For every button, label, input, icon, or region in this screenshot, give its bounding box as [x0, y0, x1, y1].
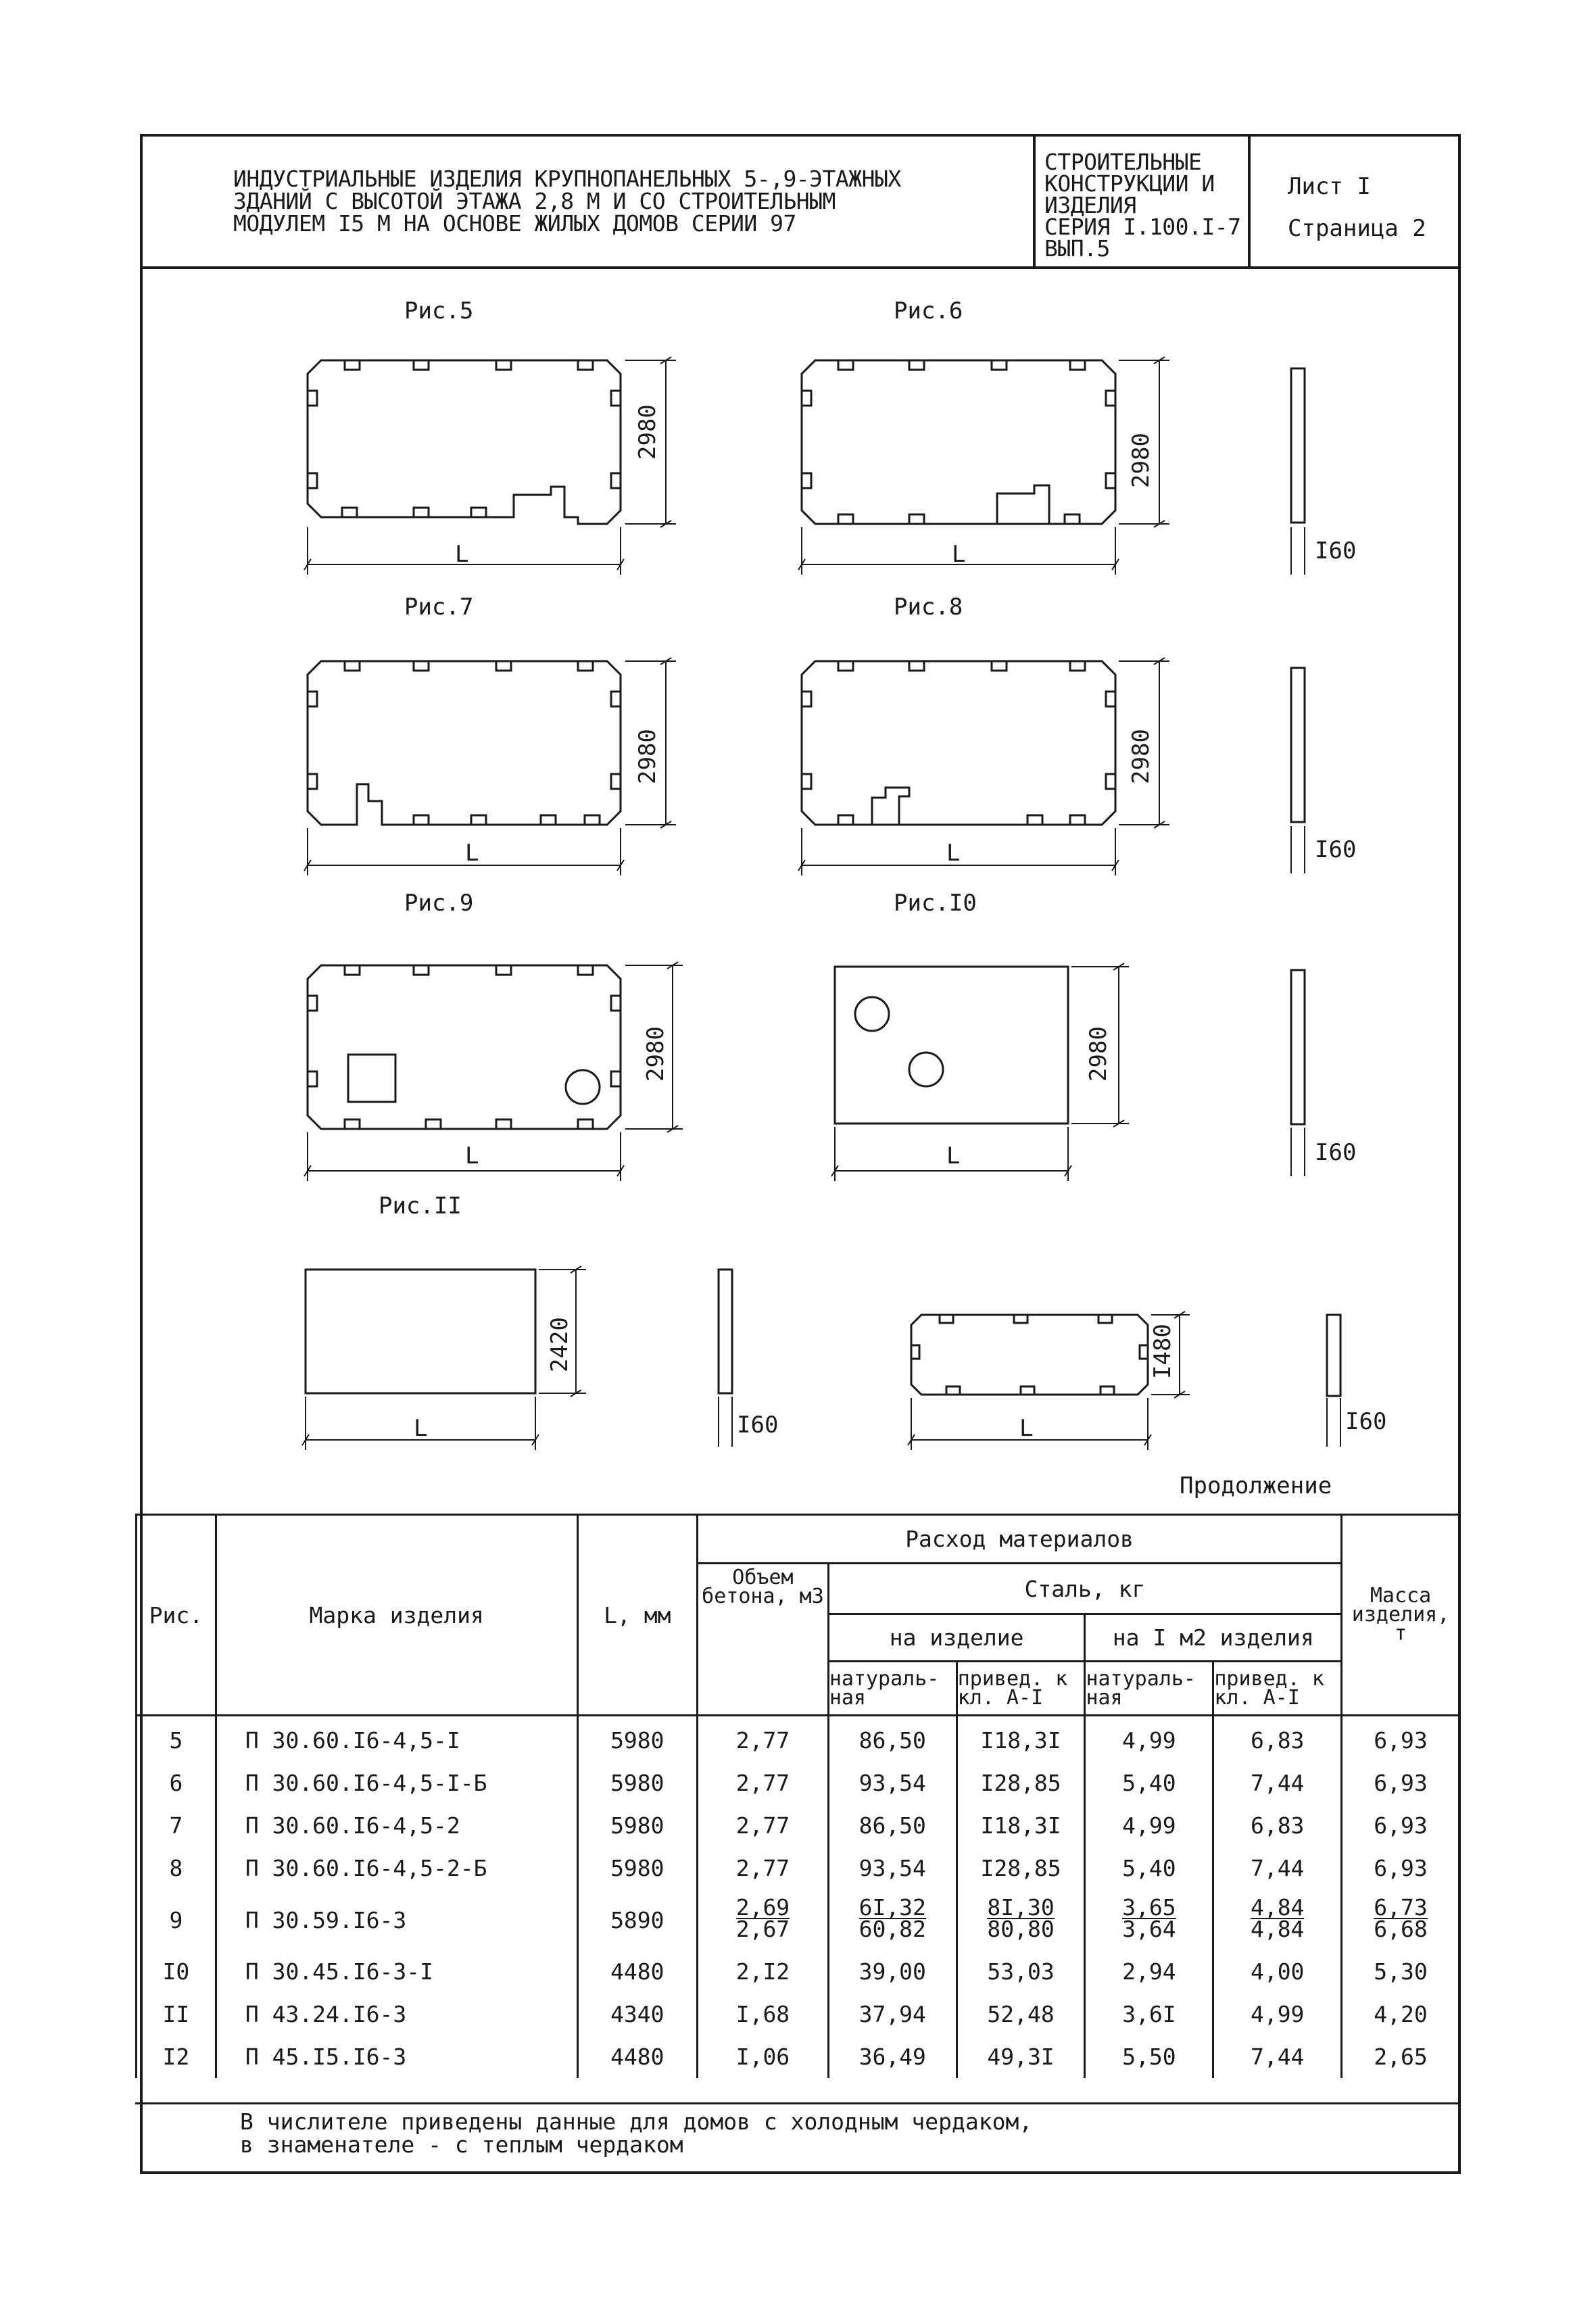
- col-mark: Марка изделия: [216, 1515, 577, 1716]
- fraction-value: [1122, 1894, 1176, 1942]
- cell-mass: 6,93: [1342, 1716, 1460, 1762]
- cell-concrete: 2,77: [698, 1716, 829, 1762]
- materials-table: [135, 1514, 1461, 2078]
- page-number: Страница 2: [1288, 215, 1426, 242]
- figure-6-notch: [997, 485, 1049, 524]
- footnote-line-1: В числителе приведены данные для домов с холодным чердаком,: [240, 2108, 1033, 2135]
- figure-6-label: Рис.6: [894, 297, 963, 324]
- cell-reduced-m2: 4,99: [1213, 1993, 1342, 2035]
- cell-concrete: 2,I2: [698, 1950, 829, 1993]
- cell-reduced-m2: 7,44: [1213, 1847, 1342, 1889]
- dim-height-fig5: 2980: [634, 404, 661, 460]
- profile-fig9-10: [1291, 970, 1305, 1124]
- dim-height-fig6: 2980: [1128, 433, 1155, 488]
- dimension-lines: [302, 357, 1340, 1450]
- table-row: [137, 1847, 1460, 1889]
- fraction-value: [859, 1894, 926, 1942]
- figure-5-label: Рис.5: [404, 297, 474, 324]
- title-line-2: ЗДАНИЙ С ВЫСОТОЙ ЭТАЖА 2,8 М И СО СТРОИТЕЛЬНЫМ: [233, 188, 836, 214]
- cell-natural-item: 86,50: [828, 1804, 957, 1847]
- dim-height-fig8: 2980: [1128, 729, 1155, 784]
- cell-mass: 6,93: [1342, 1847, 1460, 1889]
- col-materials: Расход материалов: [698, 1515, 1342, 1564]
- cell-reduced-item: 53,03: [957, 1950, 1085, 1993]
- figure-8-outline: [802, 661, 1115, 825]
- dim-thickness-fig5-6: I60: [1315, 537, 1357, 564]
- figure-7-outline: [308, 661, 621, 825]
- cell-reduced-m2: [1213, 1889, 1342, 1950]
- cell-natural-m2: 4,99: [1085, 1716, 1213, 1762]
- cell-natural-item: 37,94: [828, 1993, 957, 2035]
- table-row: [137, 1762, 1460, 1804]
- cell-mark: П 43.24.I6-3: [216, 1993, 577, 2035]
- series-line-3: ИЗДЕЛИЯ: [1044, 192, 1136, 218]
- fraction-denominator: 6,68: [1374, 1916, 1428, 1942]
- continuation-label: Продолжение: [1180, 1472, 1332, 1499]
- figure-6-slots: [802, 360, 1115, 524]
- fraction-numerator: 8I,30: [987, 1894, 1055, 1921]
- dim-height-fig9: 2980: [642, 1026, 669, 1082]
- series-line-1: СТРОИТЕЛЬНЫЕ: [1044, 149, 1202, 175]
- col-natural-item: натураль- ная: [828, 1662, 957, 1716]
- cell-reduced-m2: 6,83: [1213, 1804, 1342, 1847]
- cell-length: 4480: [577, 1950, 698, 1993]
- cell-reduced-m2: 7,44: [1213, 1762, 1342, 1804]
- dim-length-fig8: L: [946, 840, 961, 867]
- cell-natural-m2: 3,6I: [1085, 1993, 1213, 2035]
- cell-fig: 5: [137, 1716, 216, 1762]
- fraction-numerator: 4,84: [1250, 1894, 1305, 1921]
- dim-length-fig6: L: [952, 541, 966, 568]
- cell-fig: I0: [137, 1950, 216, 1993]
- cell-fig: I2: [137, 2035, 216, 2078]
- table-row: [137, 2035, 1460, 2078]
- figure-11-label: Рис.II: [379, 1192, 462, 1220]
- cell-natural-item: 36,49: [828, 2035, 957, 2078]
- series-line-2: КОНСТРУКЦИИ И: [1044, 170, 1215, 197]
- figure-8-label: Рис.8: [894, 594, 963, 621]
- cell-mark: П 30.60.I6-4,5-2: [216, 1804, 577, 1847]
- table-row: [137, 1993, 1460, 2035]
- cell-concrete: 2,77: [698, 1847, 829, 1889]
- figure-8-slots: [802, 661, 1115, 825]
- cell-length: 4340: [577, 1993, 698, 2035]
- cell-length: 5980: [577, 1716, 698, 1762]
- figure-9-window-opening: [348, 1055, 395, 1102]
- profile-fig11: [719, 1270, 732, 1393]
- cell-natural-item: 93,54: [828, 1762, 957, 1804]
- cell-fig: 8: [137, 1847, 216, 1889]
- col-length: L, мм: [577, 1515, 698, 1716]
- table-body: [137, 1716, 1460, 2079]
- dim-length-fig7: L: [465, 840, 479, 867]
- cell-concrete: 2,77: [698, 1762, 829, 1804]
- cell-natural-m2: 5,40: [1085, 1847, 1213, 1889]
- cell-natural-m2: 4,99: [1085, 1804, 1213, 1847]
- cell-concrete: 2,77: [698, 1804, 829, 1847]
- cell-mass: 6,93: [1342, 1804, 1460, 1847]
- figure-10-opening-1: [855, 997, 889, 1031]
- cell-mass: 5,30: [1342, 1950, 1460, 1993]
- cell-reduced-m2: 4,00: [1213, 1950, 1342, 1993]
- figure-7-slots: [308, 661, 621, 825]
- profile-fig12: [1327, 1315, 1340, 1396]
- col-reduced-m2: привед. к кл. А-I: [1213, 1662, 1342, 1716]
- footnote-line-2: в знаменателе - с теплым чердаком: [240, 2131, 683, 2158]
- table-row: [137, 1716, 1460, 1762]
- cell-natural-m2: [1085, 1889, 1213, 1950]
- title-line-3: МОДУЛЕМ I5 М НА ОСНОВЕ ЖИЛЫХ ДОМОВ СЕРИИ 97: [233, 210, 796, 237]
- cell-reduced-m2: 6,83: [1213, 1716, 1342, 1762]
- figure-10-outline: [835, 967, 1068, 1124]
- cell-mass: [1342, 1889, 1460, 1950]
- dim-height-fig11: 2420: [546, 1317, 573, 1372]
- col-fig: Рис.: [137, 1515, 216, 1716]
- cell-natural-item: 39,00: [828, 1950, 957, 1993]
- cell-reduced-item: I28,85: [957, 1847, 1085, 1889]
- cell-mark: П 30.59.I6-3: [216, 1889, 577, 1950]
- fraction-denominator: 60,82: [859, 1916, 926, 1942]
- figure-10-opening-2: [909, 1053, 943, 1086]
- figure-9-label: Рис.9: [404, 890, 474, 917]
- cell-mark: П 30.45.I6-3-I: [216, 1950, 577, 1993]
- fraction-denominator: 80,80: [987, 1916, 1055, 1942]
- dim-length-fig5: L: [455, 541, 469, 568]
- cell-fig: 7: [137, 1804, 216, 1847]
- cell-mass: 2,65: [1342, 2035, 1460, 2078]
- fraction-numerator: 2,69: [735, 1894, 790, 1921]
- table-footnote: [240, 2110, 1032, 2156]
- figure-8-notch: [872, 788, 909, 825]
- cell-fig: II: [137, 1993, 216, 2035]
- col-steel: Сталь, кг: [828, 1564, 1341, 1614]
- cell-reduced-m2: 7,44: [1213, 2035, 1342, 2078]
- col-per-m2: на I м2 изделия: [1085, 1614, 1342, 1662]
- cell-mark: П 45.I5.I6-3: [216, 2035, 577, 2078]
- dim-length-fig11: L: [414, 1415, 428, 1442]
- cell-reduced-item: 49,3I: [957, 2035, 1085, 2078]
- figure-5-slots: [308, 360, 621, 517]
- cell-concrete: [698, 1889, 829, 1950]
- table-row: [137, 1804, 1460, 1847]
- figure-6-outline: [802, 360, 1115, 524]
- dim-thickness-fig7-8: I60: [1315, 836, 1357, 863]
- cell-natural-m2: 5,40: [1085, 1762, 1213, 1804]
- cell-mark: П 30.60.I6-4,5-2-Б: [216, 1847, 577, 1889]
- cell-reduced-item: I18,3I: [957, 1716, 1085, 1762]
- col-mass: Масса изделия, т: [1342, 1515, 1460, 1716]
- figure-12-slots: [911, 1315, 1148, 1395]
- fraction-denominator: 4,84: [1250, 1916, 1305, 1942]
- fraction-value: [735, 1894, 790, 1942]
- dim-length-fig12: L: [1019, 1415, 1034, 1442]
- figure-10-label: Рис.I0: [894, 890, 977, 917]
- dim-height-fig7: 2980: [634, 729, 661, 784]
- fraction-value: [1374, 1894, 1428, 1942]
- profile-fig5-6: [1291, 368, 1305, 523]
- cell-natural-m2: 5,50: [1085, 2035, 1213, 2078]
- figure-12-outline: [911, 1315, 1148, 1395]
- figure-5-outline: [308, 360, 621, 524]
- cell-mark: П 30.60.I6-4,5-I: [216, 1716, 577, 1762]
- cell-length: 5980: [577, 1804, 698, 1847]
- dim-thickness-fig12: I60: [1345, 1408, 1387, 1435]
- cell-natural-m2: 2,94: [1085, 1950, 1213, 1993]
- figure-9-slots: [308, 965, 621, 1129]
- figure-9-round-opening: [566, 1070, 600, 1104]
- cell-reduced-item: [957, 1889, 1085, 1950]
- cell-mark: П 30.60.I6-4,5-I-Б: [216, 1762, 577, 1804]
- cell-reduced-item: I18,3I: [957, 1804, 1085, 1847]
- col-concrete: Объем бетона, м3: [698, 1564, 829, 1716]
- cell-concrete: I,06: [698, 2035, 829, 2078]
- sheet-number: Лист I: [1288, 173, 1371, 200]
- cell-fig: 6: [137, 1762, 216, 1804]
- series-line-4: СЕРИЯ I.100.I-7: [1044, 214, 1241, 240]
- cell-length: 5980: [577, 1762, 698, 1804]
- cell-natural-item: [828, 1889, 957, 1950]
- col-per-item: на изделие: [828, 1614, 1085, 1662]
- cell-natural-item: 86,50: [828, 1716, 957, 1762]
- col-reduced-item: привед. к кл. А-I: [957, 1662, 1085, 1716]
- title-line-1: ИНДУСТРИАЛЬНЫЕ ИЗДЕЛИЯ КРУПНОПАНЕЛЬНЫХ 5-,9-ЭТАЖНЫХ: [233, 166, 901, 192]
- table-row: [137, 1950, 1460, 1993]
- cell-length: 4480: [577, 2035, 698, 2078]
- table-row: [137, 1889, 1460, 1950]
- col-natural-m2: натураль- ная: [1085, 1662, 1213, 1716]
- fraction-numerator: 6,73: [1374, 1894, 1428, 1921]
- dim-thickness-fig11: I60: [737, 1412, 779, 1439]
- cell-mass: 6,93: [1342, 1762, 1460, 1804]
- cell-natural-item: 93,54: [828, 1847, 957, 1889]
- fraction-value: [987, 1894, 1055, 1942]
- fraction-value: [1250, 1894, 1305, 1942]
- dim-length-fig10: L: [946, 1142, 961, 1169]
- cell-reduced-item: I28,85: [957, 1762, 1085, 1804]
- fraction-numerator: 6I,32: [859, 1894, 926, 1921]
- series-line-5: ВЫП.5: [1044, 235, 1110, 262]
- fraction-denominator: 3,64: [1122, 1916, 1176, 1942]
- table-bottom-rule: [135, 2102, 1461, 2104]
- fraction-denominator: 2,67: [735, 1916, 790, 1942]
- figure-9-outline: [308, 965, 621, 1129]
- dim-thickness-fig9-10: I60: [1315, 1139, 1357, 1166]
- dim-height-fig10: 2980: [1085, 1026, 1112, 1082]
- cell-length: 5980: [577, 1847, 698, 1889]
- cell-mass: 4,20: [1342, 1993, 1460, 2035]
- figure-7-label: Рис.7: [404, 594, 474, 621]
- dim-height-fig12: I480: [1149, 1324, 1176, 1379]
- cell-fig: 9: [137, 1889, 216, 1950]
- cell-concrete: I,68: [698, 1993, 829, 2035]
- cell-length: 5890: [577, 1889, 698, 1950]
- figure-11-outline: [306, 1270, 535, 1393]
- dim-length-fig9: L: [465, 1142, 479, 1169]
- cell-reduced-item: 52,48: [957, 1993, 1085, 2035]
- profile-fig7-8: [1291, 668, 1305, 822]
- fraction-numerator: 3,65: [1122, 1894, 1176, 1921]
